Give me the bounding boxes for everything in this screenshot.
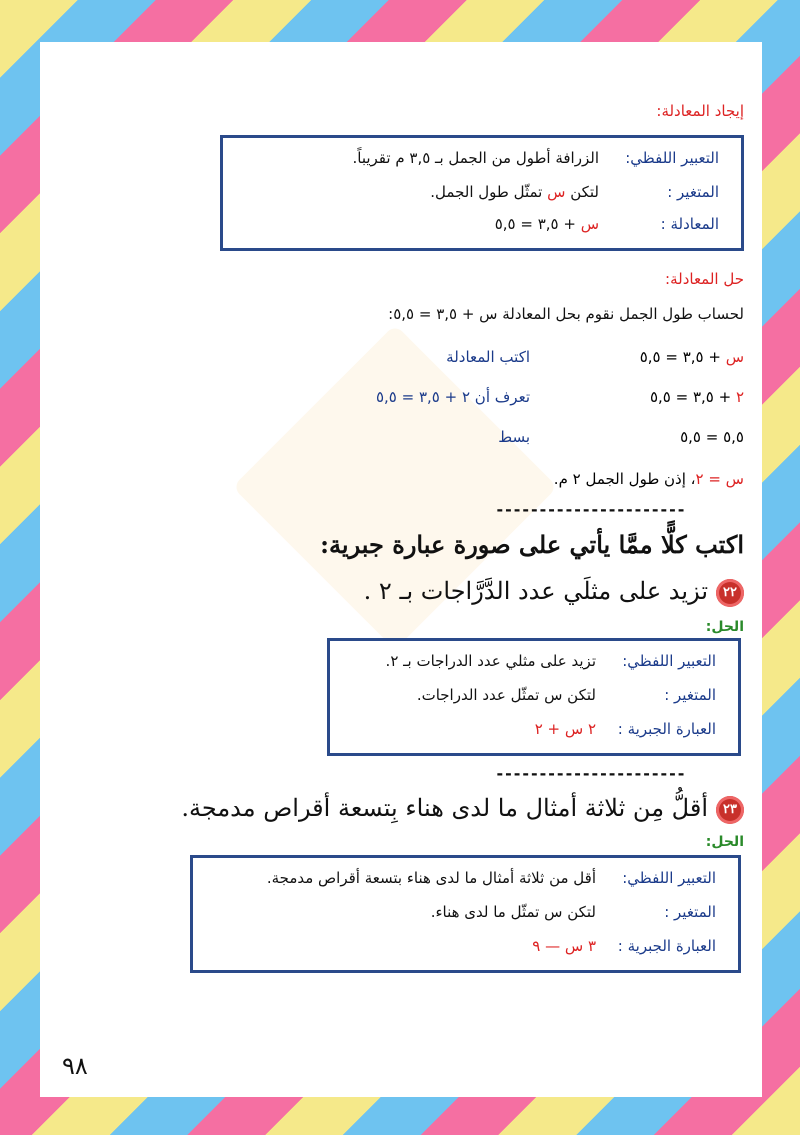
step-note: تعرف أن ٢ + ٣,٥ = ٥,٥: [375, 388, 530, 406]
row-verbal: [211, 864, 716, 892]
heading-find-equation: إيجاد المعادلة:: [656, 102, 744, 120]
row-value: لتكن س تمثّل طول الجمل.: [430, 183, 599, 201]
row-label: المتغير :: [664, 903, 716, 921]
row-label: العبارة الجبرية :: [617, 720, 716, 738]
row-value: الزرافة أطول من الجمل بـ ٣,٥ م تقريباً.: [352, 149, 599, 167]
row-value: أقل من ثلاثة أمثال ما لدى هناء بتسعة أقراص مدمجة.: [266, 869, 596, 887]
step-equation: س + ٣,٥ = ٥,٥: [639, 348, 744, 366]
row-verbal: [241, 144, 719, 172]
row-label: المتغير :: [664, 686, 716, 704]
question-number-badge: ٢٣: [716, 796, 744, 824]
question-number-badge: ٢٢: [716, 579, 744, 607]
row-label: المعادلة :: [660, 215, 719, 233]
row-value: لتكن س تمثّل ما لدى هناء.: [430, 903, 596, 921]
row-label: التعبير اللفظي:: [622, 652, 716, 670]
step-equation: ٥,٥ = ٥,٥: [680, 428, 744, 446]
solution-conclusion: س = ٢، إذن طول الجمل ٢ م.: [553, 470, 744, 488]
question-23: [181, 794, 744, 824]
divider: ----------------------: [495, 764, 685, 783]
answer-box-23: [190, 855, 741, 973]
row-value: تزيد على مثلي عدد الدراجات بـ ٢.: [385, 652, 596, 670]
question-text: تزيد على مثلَي عدد الدَّرَّاجات بـ ٢ .: [363, 577, 708, 605]
row-verbal: [348, 647, 716, 675]
step-note: اكتب المعادلة: [446, 348, 530, 366]
step-equation: ٢ + ٣,٥ = ٥,٥: [649, 388, 744, 406]
page: [40, 42, 762, 1097]
row-expression: [348, 715, 716, 743]
page-number: ٩٨: [62, 1052, 88, 1080]
divider: ----------------------: [495, 500, 685, 519]
solution-label: الحل:: [705, 619, 744, 635]
solution-label: الحل:: [705, 834, 744, 850]
heading-solve-equation: حل المعادلة:: [665, 270, 744, 288]
row-label: التعبير اللفظي:: [625, 149, 719, 167]
row-value: ٢ س + ٢: [534, 720, 596, 738]
row-label: المتغير :: [667, 183, 719, 201]
row-variable: [348, 681, 716, 709]
equation-box: [220, 135, 744, 251]
row-value: لتكن س تمثّل عدد الدراجات.: [416, 686, 596, 704]
solve-intro: لحساب طول الجمل نقوم بحل المعادلة س + ٣,٥ = ٥,٥:: [388, 305, 744, 323]
row-equation: [241, 210, 719, 238]
row-value: س + ٣,٥ = ٥,٥: [494, 215, 599, 233]
answer-box-22: [327, 638, 741, 756]
step-note: بسط: [498, 428, 530, 446]
task-instruction: اكتب كلًّا ممَّا يأتي على صورة عبارة جبرية:: [320, 530, 744, 559]
question-22: [364, 577, 744, 607]
question-text: أقلُّ مِن ثلاثة أمثال ما لدى هناء بِتسعة أقراص مدمجة.: [181, 794, 708, 822]
row-expression: [211, 932, 716, 960]
row-label: العبارة الجبرية :: [617, 937, 716, 955]
row-variable: [241, 178, 719, 206]
row-value: ٣ س — ٩: [532, 937, 596, 955]
row-variable: [211, 898, 716, 926]
row-label: التعبير اللفظي:: [622, 869, 716, 887]
